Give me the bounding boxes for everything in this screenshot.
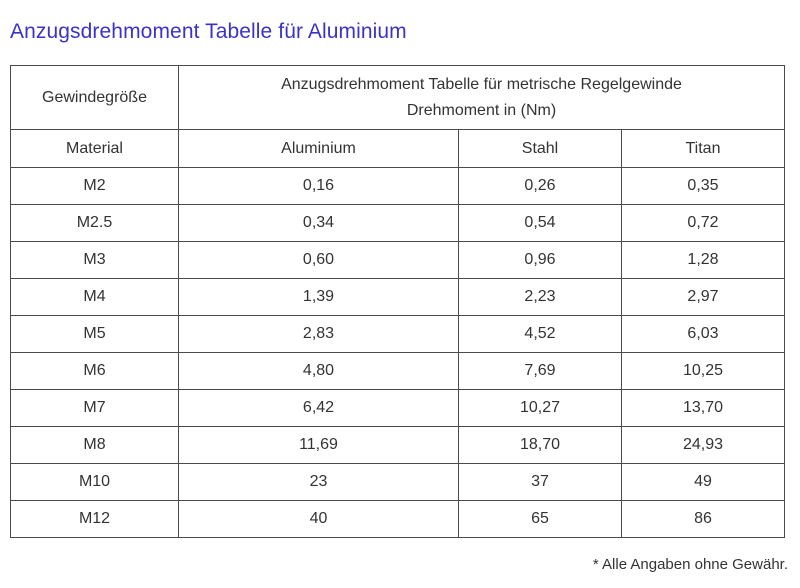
torque-header-title: Anzugsdrehmoment Tabelle für metrische Regelgewinde xyxy=(281,75,682,93)
table-row xyxy=(11,205,785,242)
thread-size-cell: M3 xyxy=(11,242,179,279)
material-label: Material xyxy=(11,130,179,168)
thread-size-header: Gewindegröße xyxy=(11,66,179,130)
aluminium-value-cell: 40 xyxy=(179,501,459,538)
titan-value-cell: 0,35 xyxy=(622,168,785,205)
aluminium-value-cell: 2,83 xyxy=(179,316,459,353)
aluminium-value-cell: 0,34 xyxy=(179,205,459,242)
thread-size-cell: M2 xyxy=(11,168,179,205)
titan-value-cell: 13,70 xyxy=(622,390,785,427)
table-row xyxy=(11,168,785,205)
table-row xyxy=(11,353,785,390)
stahl-value-cell: 4,52 xyxy=(459,316,622,353)
footnote: * Alle Angaben ohne Gewähr. xyxy=(592,556,788,573)
torque-header xyxy=(179,66,785,130)
stahl-value-cell: 7,69 xyxy=(459,353,622,390)
material-titan: Titan xyxy=(622,130,785,168)
stahl-value-cell: 37 xyxy=(459,464,622,501)
thread-size-cell: M5 xyxy=(11,316,179,353)
titan-value-cell: 1,28 xyxy=(622,242,785,279)
aluminium-value-cell: 23 xyxy=(179,464,459,501)
aluminium-value-cell: 0,16 xyxy=(179,168,459,205)
table-row xyxy=(11,390,785,427)
titan-value-cell: 2,97 xyxy=(622,279,785,316)
titan-value-cell: 49 xyxy=(622,464,785,501)
thread-size-cell: M4 xyxy=(11,279,179,316)
stahl-value-cell: 10,27 xyxy=(459,390,622,427)
thread-size-cell: M2.5 xyxy=(11,205,179,242)
table-row xyxy=(11,464,785,501)
aluminium-value-cell: 11,69 xyxy=(179,427,459,464)
stahl-value-cell: 0,26 xyxy=(459,168,622,205)
page-title: Anzugsdrehmoment Tabelle für Aluminium xyxy=(10,20,407,43)
table-header-row xyxy=(11,66,785,130)
torque-table xyxy=(10,65,785,538)
table-row xyxy=(11,279,785,316)
aluminium-value-cell: 4,80 xyxy=(179,353,459,390)
titan-value-cell: 86 xyxy=(622,501,785,538)
thread-size-cell: M10 xyxy=(11,464,179,501)
table-row xyxy=(11,427,785,464)
table-row xyxy=(11,316,785,353)
table-row xyxy=(11,242,785,279)
titan-value-cell: 0,72 xyxy=(622,205,785,242)
aluminium-value-cell: 0,60 xyxy=(179,242,459,279)
stahl-value-cell: 18,70 xyxy=(459,427,622,464)
aluminium-value-cell: 6,42 xyxy=(179,390,459,427)
table-row xyxy=(11,501,785,538)
thread-size-cell: M12 xyxy=(11,501,179,538)
stahl-value-cell: 2,23 xyxy=(459,279,622,316)
titan-value-cell: 10,25 xyxy=(622,353,785,390)
thread-size-cell: M6 xyxy=(11,353,179,390)
stahl-value-cell: 0,54 xyxy=(459,205,622,242)
stahl-value-cell: 65 xyxy=(459,501,622,538)
material-header-row xyxy=(11,130,785,168)
thread-size-cell: M7 xyxy=(11,390,179,427)
titan-value-cell: 6,03 xyxy=(622,316,785,353)
aluminium-value-cell: 1,39 xyxy=(179,279,459,316)
stahl-value-cell: 0,96 xyxy=(459,242,622,279)
titan-value-cell: 24,93 xyxy=(622,427,785,464)
material-aluminium: Aluminium xyxy=(179,130,459,168)
material-stahl: Stahl xyxy=(459,130,622,168)
torque-header-unit: Drehmoment in (Nm) xyxy=(406,101,557,119)
thread-size-cell: M8 xyxy=(11,427,179,464)
